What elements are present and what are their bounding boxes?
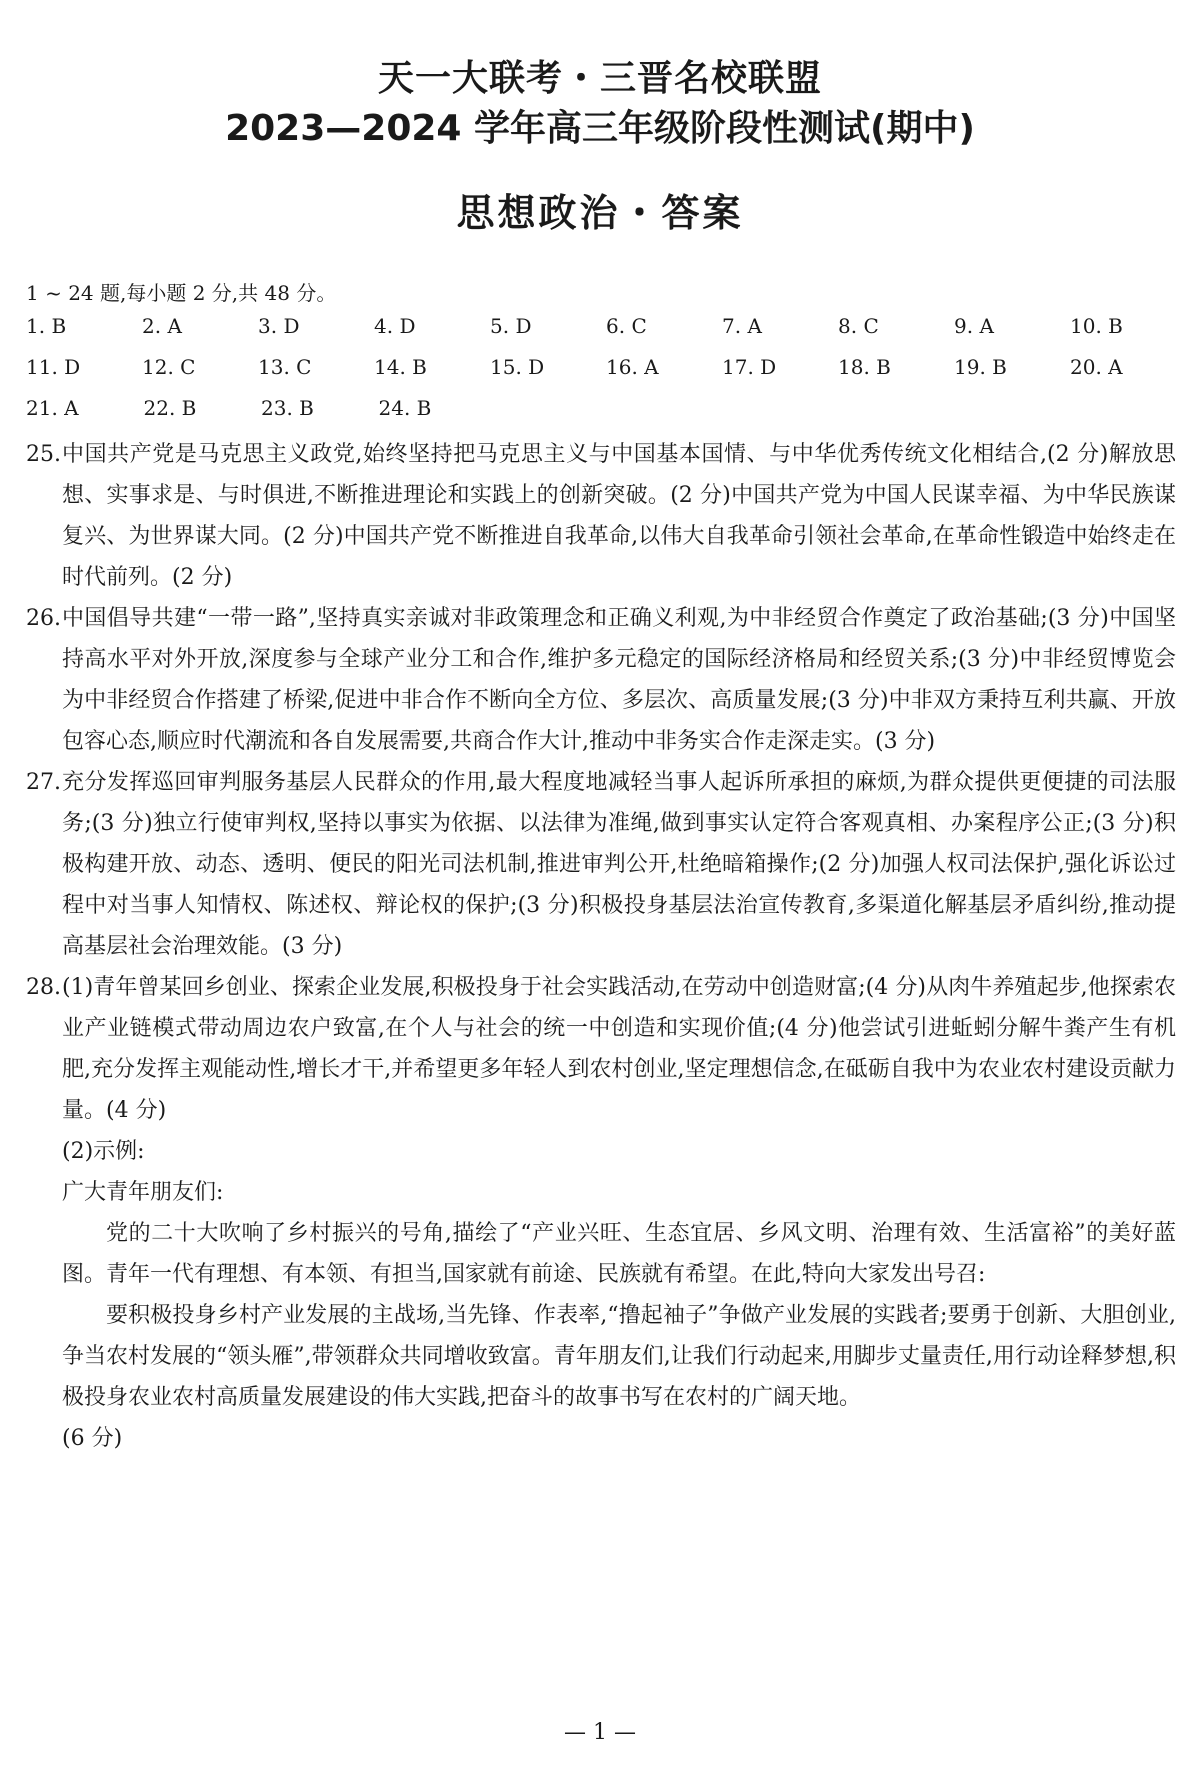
question-25 — [26, 434, 1176, 598]
exam-subtitle: 2023—2024 学年高三年级阶段性测试(期中) — [225, 108, 975, 149]
letter-paragraph: 党的二十大吹响了乡村振兴的号角,描绘了“产业兴旺、生态宜居、乡风文明、治理有效、生活富裕”的美好蓝图。青年一代有理想、有本领、有担当,国家就有前途、民族就有希望。在此,特向大家发出号召: — [62, 1221, 1176, 1287]
question-number: 27. — [26, 770, 61, 795]
answer-text: 中国共产党是马克思主义政党,始终坚持把马克思主义与中国基本国情、与中华优秀传统文化相结合,(2 分)解放思想、实事求是、与时俱进,不断推进理论和实践上的创新突破。(2 分)中国共产党为中国人民谋幸福、为中华民族谋复兴、为世界谋大同。(2 分)中国共产党不断推进自我革命,以伟大自我革命引领社会革命,在革命性锻造中始终走在时代前列。(2 分) — [62, 442, 1176, 590]
answer-text: 充分发挥巡回审判服务基层人民群众的作用,最大程度地减轻当事人起诉所承担的麻烦,为群众提供更便捷的司法服务;(3 分)独立行使审判权,坚持以事实为依据、以法律为准绳,做到事实认定符合客观真相、办案程序公正;(3 分)积极构建开放、动态、透明、便民的阳光司法机制,推进审判公开,杜绝暗箱操作;(2 分)加强人权司法保护,强化诉讼过程中对当事人知情权、陈述权、辩论权的保护;(3 分)积极投身基层法治宣传教育,多渠道化解基层矛盾纠纷,推动提高基层社会治理效能。(3 分) — [62, 770, 1176, 959]
answer-row — [26, 396, 1186, 437]
part2-label: (2)示例: — [62, 1139, 145, 1164]
answer-item: 8. C — [838, 314, 879, 338]
subject-title: 思想政治・答案 — [456, 191, 744, 235]
score-note: (6 分) — [62, 1426, 123, 1451]
answer-text: (1)青年曾某回乡创业、探索企业发展,积极投身于社会实践活动,在劳动中创造财富;(4 分)从肉牛养殖起步,他探索农业产业链模式带动周边农户致富,在个人与社会的统一中创造和实现价值;(4 分)他尝试引进蚯蚓分解牛粪产生有机肥,充分发挥主观能动性,增长才干,并希望更多年轻人到农村创业,坚定理想信念,在砥砺自我中为农业农村建设贡献力量。(4 分) — [62, 975, 1176, 1123]
answer-item: 6. C — [606, 314, 647, 338]
choice-answers — [26, 314, 1186, 437]
answer-item: 2. A — [142, 314, 182, 338]
question-27 — [26, 762, 1176, 967]
answer-item: 12. C — [142, 355, 196, 379]
answer-item: 11. D — [26, 355, 81, 379]
answer-item: 21. A — [26, 396, 79, 420]
essay-answers — [26, 434, 1176, 1459]
answer-item: 14. B — [374, 355, 427, 379]
answer-row — [26, 355, 1186, 396]
answer-item: 24. B — [378, 396, 432, 420]
answer-item: 4. D — [374, 314, 416, 338]
answer-item: 18. B — [838, 355, 891, 379]
salutation: 广大青年朋友们: — [62, 1180, 224, 1205]
answer-item: 1. B — [26, 314, 67, 338]
answer-item: 22. B — [143, 396, 197, 420]
question-number: 25. — [26, 442, 61, 467]
answer-item: 9. A — [954, 314, 994, 338]
question-28 — [26, 967, 1176, 1131]
page-number: — 1 — — [564, 1720, 636, 1745]
answer-item: 15. D — [490, 355, 545, 379]
answer-item: 20. A — [1070, 355, 1123, 379]
answer-item: 16. A — [606, 355, 659, 379]
exam-title: 天一大联考・三晋名校联盟 — [377, 58, 822, 99]
question-number: 28. — [26, 975, 61, 1000]
answer-item: 23. B — [261, 396, 314, 420]
answer-item: 13. C — [258, 355, 312, 379]
answer-item: 17. D — [722, 355, 777, 379]
answer-item: 5. D — [490, 314, 532, 338]
answer-item: 10. B — [1070, 314, 1123, 338]
question-number: 26. — [26, 606, 61, 631]
choice-intro: 1 ~ 24 题,每小题 2 分,共 48 分。 — [26, 281, 337, 305]
answer-item: 7. A — [722, 314, 762, 338]
letter-paragraph: 要积极投身乡村产业发展的主战场,当先锋、作表率,“撸起袖子”争做产业发展的实践者;要勇于创新、大胆创业,争当农村发展的“领头雁”,带领群众共同增收致富。青年朋友们,让我们行动起来,用脚步丈量责任,用行动诠释梦想,积极投身农业农村高质量发展建设的伟大实践,把奋斗的故事书写在农村的广阔天地。 — [62, 1303, 1176, 1410]
answer-text: 中国倡导共建“一带一路”,坚持真实亲诚对非政策理念和正确义利观,为中非经贸合作奠定了政治基础;(3 分)中国坚持高水平对外开放,深度参与全球产业分工和合作,维护多元稳定的国际经济格局和经贸关系;(3 分)中非经贸博览会为中非经贸合作搭建了桥梁,促进中非合作不断向全方位、多层次、高质量发展;(3 分)中非双方秉持互利共赢、开放包容心态,顺应时代潮流和各自发展需要,共商合作大计,推动中非务实合作走深走实。(3 分) — [62, 606, 1176, 754]
question-26 — [26, 598, 1176, 762]
answer-item: 19. B — [954, 355, 1007, 379]
answer-item: 3. D — [258, 314, 300, 338]
answer-row — [26, 314, 1186, 355]
